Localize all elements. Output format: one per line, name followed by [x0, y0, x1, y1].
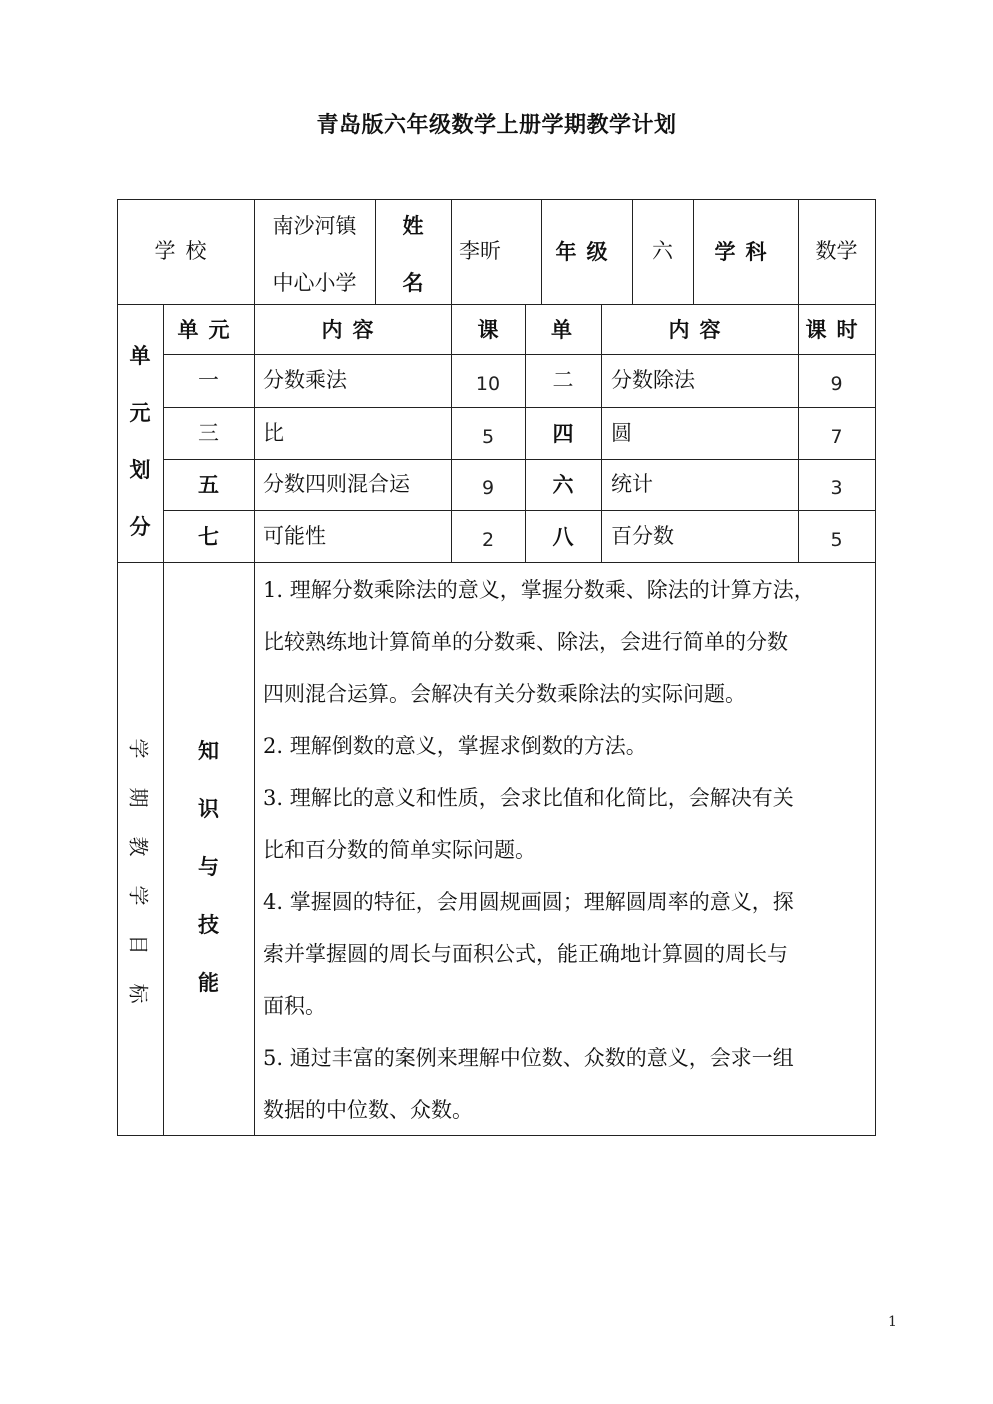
subject-label: 学科 — [714, 239, 777, 264]
school-value-line1: 南沙河镇 — [272, 214, 357, 238]
unit-content: 分数除法 — [611, 368, 695, 392]
col-hours-header-a: 课 — [477, 316, 499, 342]
unit-content: 分数乘法 — [263, 368, 347, 392]
col-unit-header-b: 单 — [551, 316, 572, 342]
col-content-header: 内容 — [321, 316, 384, 342]
unit-number: 七 — [198, 523, 219, 549]
name-label: 姓 名 — [402, 213, 424, 295]
unit-hours: 10 — [475, 373, 501, 395]
goal-line: 5. 通过丰富的案例来理解中位数、众数的意义，会求一组 — [263, 1046, 794, 1070]
goal-line: 2. 理解倒数的意义，掌握求倒数的方法。 — [263, 734, 647, 758]
unit-hours: 3 — [830, 477, 843, 499]
name-value: 李昕 — [459, 239, 501, 263]
goal-line: 3. 理解比的意义和性质，会求比值和化简比，会解决有关 — [263, 786, 794, 810]
unit-content: 百分数 — [611, 523, 674, 548]
unit-content: 圆 — [611, 420, 632, 445]
goal-line: 数据的中位数、众数。 — [263, 1098, 473, 1122]
goals-section-label: 学 期 教 学 目 标 — [126, 738, 151, 1004]
unit-content: 统计 — [611, 472, 653, 496]
unit-number: 五 — [198, 472, 219, 497]
unit-content: 比 — [263, 420, 284, 445]
unit-hours: 9 — [481, 477, 495, 499]
units-section-label: 单 元 划 分 — [129, 343, 151, 539]
unit-number: 四 — [552, 420, 574, 446]
subject-value: 数学 — [815, 239, 858, 263]
grade-value: 六 — [652, 239, 673, 263]
goal-line: 比较熟练地计算简单的分数乘、除法，会进行简单的分数 — [263, 630, 788, 654]
unit-number: 二 — [552, 368, 574, 392]
unit-number: 三 — [198, 420, 219, 445]
goal-line: 四则混合运算。会解决有关分数乘除法的实际问题。 — [263, 682, 746, 706]
goal-line: 4. 掌握圆的特征，会用圆规画圆；理解圆周率的意义，探 — [263, 890, 794, 914]
school-value-line2: 中心小学 — [272, 271, 357, 295]
page-number: 1 — [888, 1314, 897, 1330]
unit-hours: 9 — [830, 373, 843, 395]
unit-hours: 5 — [481, 425, 495, 448]
unit-hours: 2 — [481, 528, 495, 551]
unit-content: 可能性 — [263, 523, 326, 548]
goal-line: 1. 理解分数乘除法的意义，掌握分数乘、除法的计算方法， — [263, 578, 815, 602]
document-title: 青岛版六年级数学上册学期教学计划 — [316, 112, 677, 138]
unit-content: 分数四则混合运 — [263, 472, 410, 496]
col-hours-header-b: 课时 — [805, 316, 868, 342]
unit-number: 六 — [552, 472, 574, 497]
school-value — [254, 210, 375, 297]
goal-line: 索并掌握圆的周长与面积公式，能正确地计算圆的周长与 — [263, 942, 788, 966]
school-label: 学校 — [154, 239, 217, 263]
knowledge-skills-label: 知 识 与 技 能 — [198, 738, 219, 995]
col-content-header-b: 内容 — [668, 316, 731, 342]
unit-number: 八 — [552, 523, 574, 549]
goal-line: 面积。 — [263, 994, 326, 1018]
unit-number: 一 — [198, 368, 219, 392]
unit-hours: 5 — [830, 528, 843, 551]
goal-line: 比和百分数的简单实际问题。 — [263, 838, 536, 862]
unit-hours: 7 — [830, 425, 843, 448]
col-unit-header: 单元 — [177, 316, 240, 342]
grade-label: 年级 — [555, 239, 618, 264]
